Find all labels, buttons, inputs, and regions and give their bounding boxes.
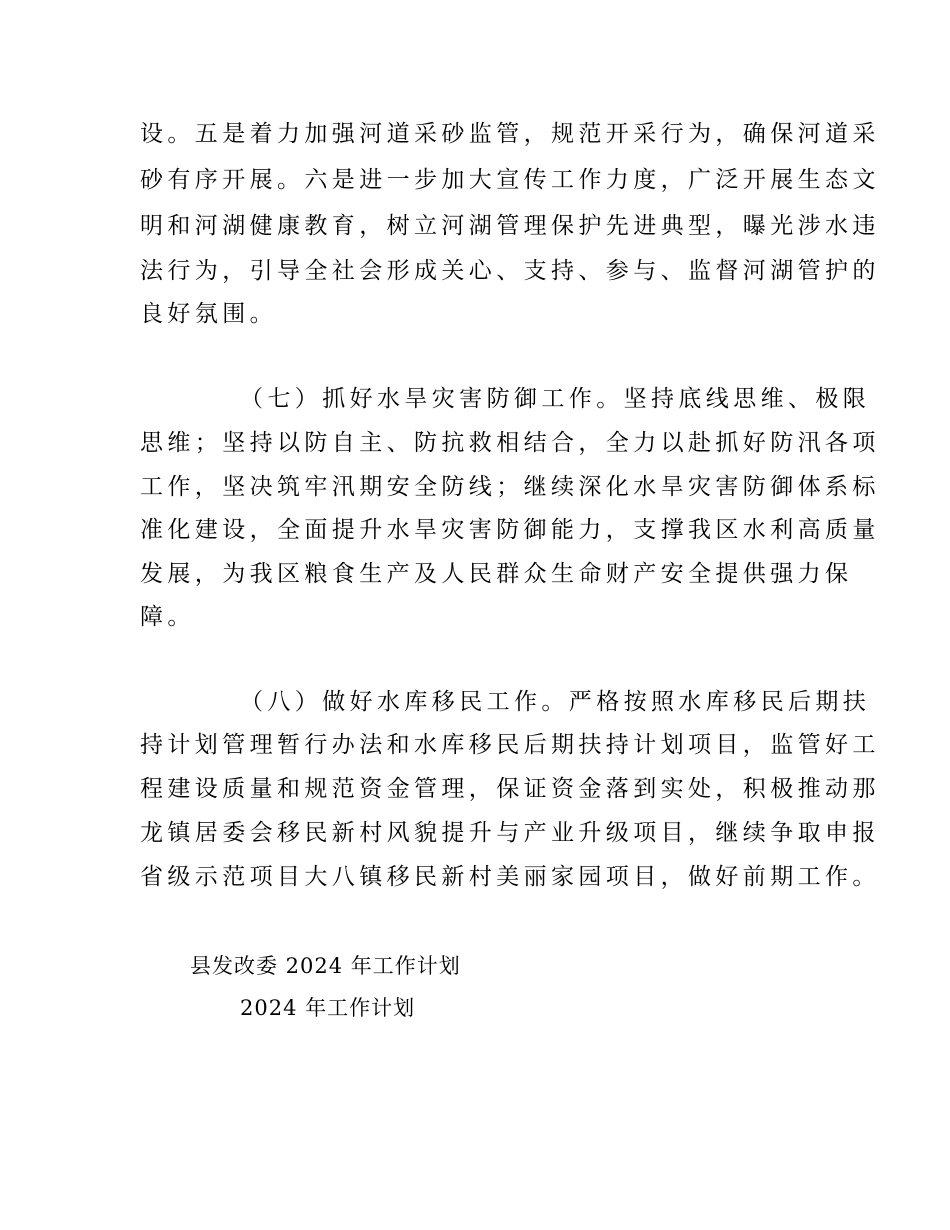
paragraph-1-line-1: 设。五是着力加强河道采砂监管，规范开采行为，确保河道采 [140, 121, 880, 147]
paragraph-3-line-4: 龙镇居委会移民新村风貌提升与产业升级项目，继续争取申报 [140, 820, 880, 846]
paragraph-2-line-5: 发展，为我区粮食生产及人民群众生命财产安全提供强力保 [140, 561, 853, 587]
paragraph-2-line-3: 工作，坚决筑牢汛期安全防线；继续深化水旱灾害防御体系标 [140, 474, 880, 500]
paragraph-1-line-4: 法行为，引导全社会形成关心、支持、参与、监督河湖管护的 [140, 258, 880, 284]
paragraph-3-line-5: 省级示范项目大八镇移民新村美丽家园项目，做好前期工作。 [140, 864, 880, 890]
paragraph-3-line-3: 程建设质量和规范资金管理，保证资金落到实处，积极推动那 [140, 776, 880, 802]
paragraph-2-line-6: 障。 [140, 604, 195, 630]
paragraph-1-line-5: 良好氛围。 [140, 301, 277, 327]
footer-title-2: 2024 年工作计划 [240, 996, 416, 1020]
paragraph-2-line-1: （七）抓好水旱灾害防御工作。坚持底线思维、极限 [240, 386, 871, 412]
paragraph-2-line-4: 准化建设，全面提升水旱灾害防御能力，支撑我区水利高质量 [140, 517, 880, 543]
paragraph-3-line-2: 持计划管理暂行办法和水库移民后期扶持计划项目，监管好工 [140, 732, 880, 758]
paragraph-2-line-2: 思维；坚持以防自主、防抗救相结合，全力以赴抓好防汛各项 [140, 430, 880, 456]
footer-title-1: 县发改委 2024 年工作计划 [190, 954, 461, 978]
paragraph-1-line-2: 砂有序开展。六是进一步加大宣传工作力度，广泛开展生态文 [140, 167, 880, 193]
paragraph-1-line-3: 明和河湖健康教育，树立河湖管理保护先进典型，曝光涉水违 [140, 213, 880, 239]
paragraph-3-line-1: （八）做好水库移民工作。严格按照水库移民后期扶 [240, 689, 871, 715]
